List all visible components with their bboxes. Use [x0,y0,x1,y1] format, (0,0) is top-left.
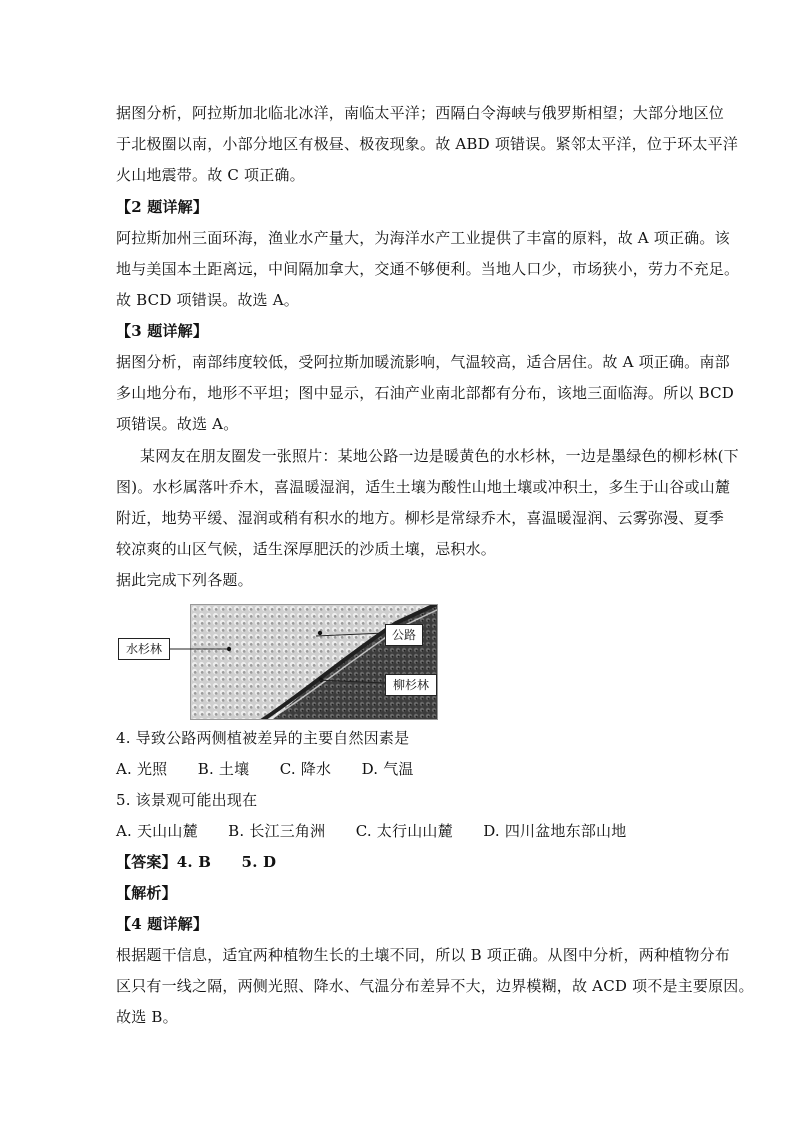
intro-text-line: 图)。水杉属落叶乔木，喜温暖湿润，适生土壤为酸性山地土壤或冲积土，多生于山谷或山麓 [116,478,731,496]
question-5: 5. 该景观可能出现在 [116,791,258,809]
intro-text-line: 某网友在朋友圈发一张照片：某地公路一边是暖黄色的水杉林，一边是墨绿色的柳杉林(下 [140,447,739,465]
q4-detail-line: 区只有一线之隔，两侧光照、降水、气温分布差异不大，边界模糊，故 ACD 项不是主要原因。 [116,977,754,995]
label-road: 公路 [385,624,423,646]
answer-line: 【答案】4. B 5. D [116,853,277,871]
forest-road-figure [118,604,438,720]
label-liushan-forest: 柳杉林 [385,674,437,696]
q3-text-line: 项错误。故选 A。 [116,415,239,433]
q2-text-line: 地与美国本土距离远，中间隔加拿大，交通不够便利。当地人口少，市场狭小，劳力不充足。 [116,260,740,278]
question-4-options: A. 光照 B. 土壤 C. 降水 D. 气温 [116,760,414,778]
intro-text-line: 据此完成下列各题。 [116,571,253,589]
forest-aerial-photo [190,604,438,720]
q3-text-line: 多山地分布，地形不平坦；图中显示，石油产业南北部都有分布，该地三面临海。所以 BCD [116,384,734,402]
q3-text-line: 据图分析，南部纬度较低，受阿拉斯加暖流影响，气温较高，适合居住。故 A 项正确。南部 [116,353,730,371]
question-5-options: A. 天山山麓 B. 长江三角洲 C. 太行山山麓 D. 四川盆地东部山地 [116,822,627,840]
q4-detail-heading: 【4 题详解】 [116,915,209,933]
q2-heading: 【2 题详解】 [116,198,209,216]
intro-text-line: 附近，地势平缓、湿润或稍有积水的地方。柳杉是常绿乔木，喜温暖湿润、云雾弥漫、夏季 [116,509,725,527]
leader-line-road [316,630,386,638]
leader-line-right [316,678,386,686]
q3-heading: 【3 题详解】 [116,322,209,340]
q1-text-line: 于北极圈以南，小部分地区有极昼、极夜现象。故 ABD 项错误。紧邻太平洋，位于环太平洋 [116,135,739,153]
q2-text-line: 阿拉斯加州三面环海，渔业水产量大，为海洋水产工业提供了丰富的原料，故 A 项正确。该 [116,229,730,247]
intro-text-line: 较凉爽的山区气候，适生深厚肥沃的沙质土壤，忌积水。 [116,540,497,558]
forest-texture-image [191,605,438,720]
question-4: 4. 导致公路两侧植被差异的主要自然因素是 [116,729,410,747]
q2-text-line: 故 BCD 项错误。故选 A。 [116,291,299,309]
q4-detail-line: 故选 B。 [116,1008,178,1026]
q4-detail-line: 根据题干信息，适宜两种植物生长的土壤不同，所以 B 项正确。从图中分析，两种植物分布 [116,946,730,964]
label-shuishan-forest: 水杉林 [118,638,170,660]
leader-line-left [170,648,230,652]
q1-text-line: 火山地震带。故 C 项正确。 [116,166,305,184]
analysis-heading: 【解析】 [116,884,177,902]
q1-text-line: 据图分析，阿拉斯加北临北冰洋，南临太平洋；西隔白令海峡与俄罗斯相望；大部分地区位 [116,104,725,122]
